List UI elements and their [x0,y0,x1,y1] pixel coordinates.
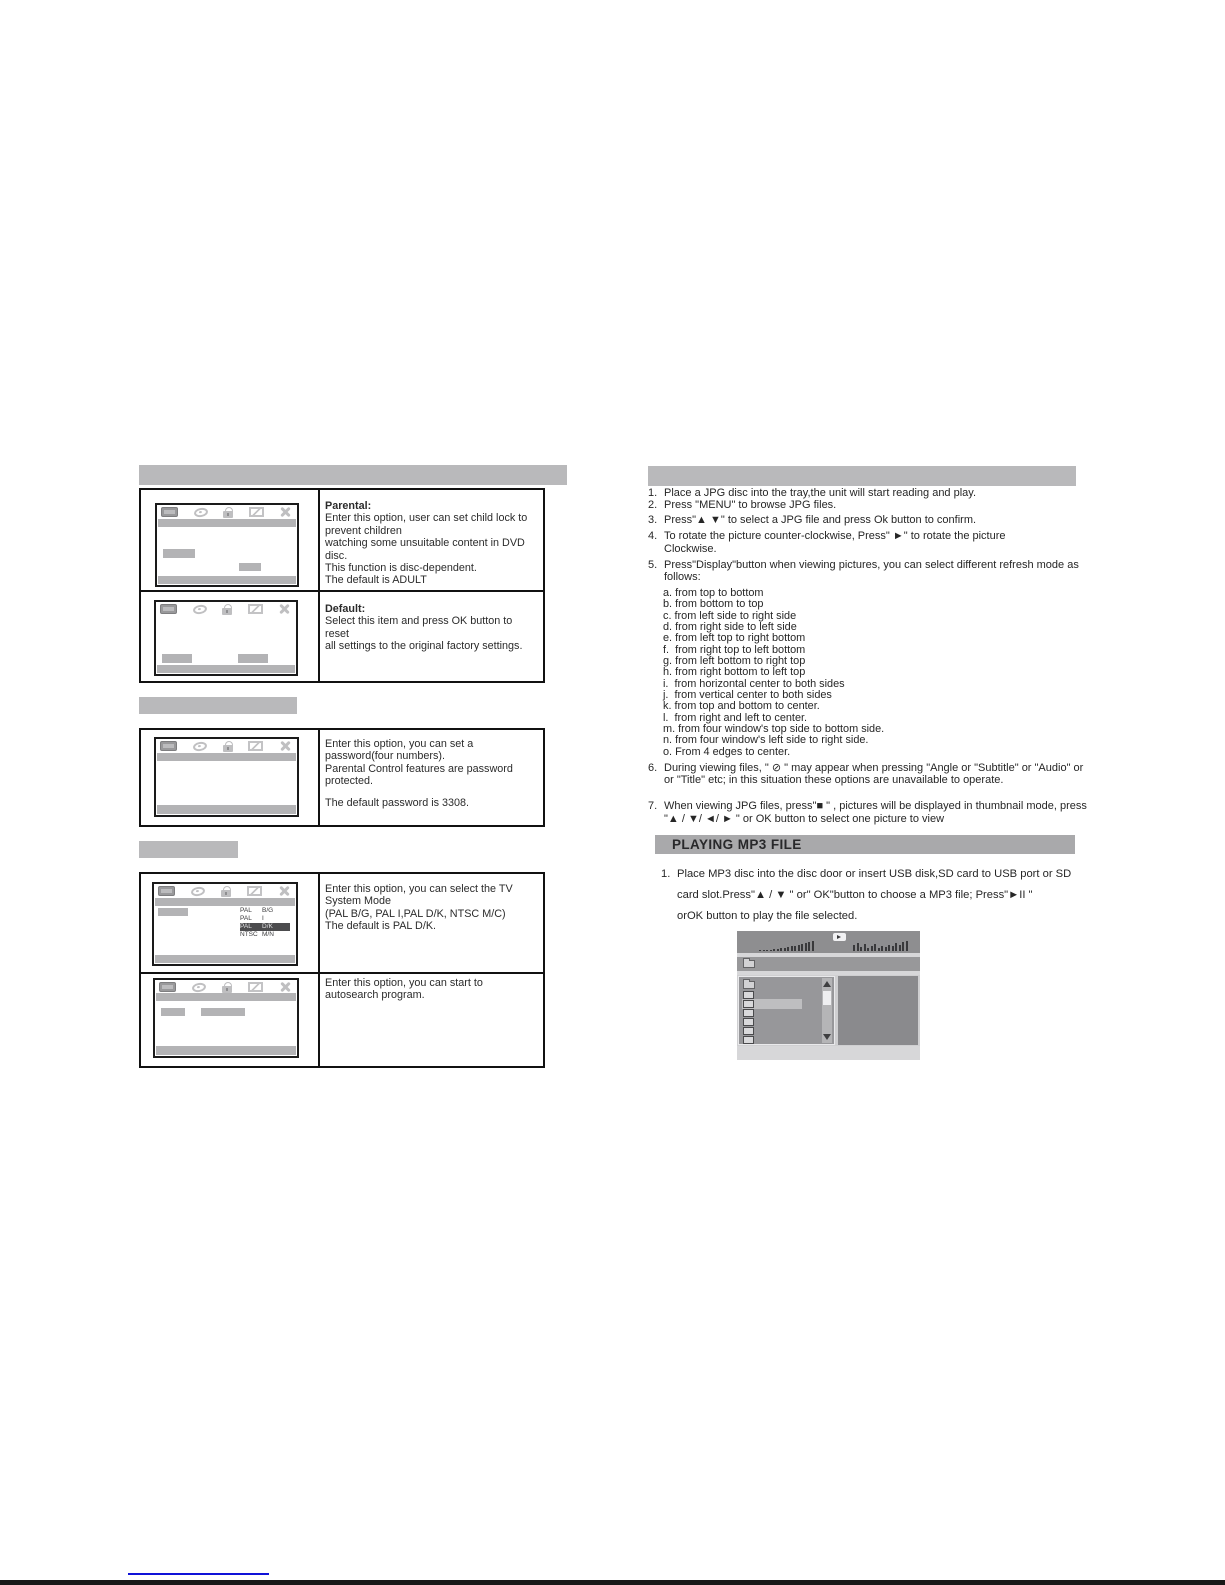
lock-icon [222,986,232,993]
mp3-browser-screenshot [737,931,920,1060]
jpg-step-5: 5. Press"Display"button when viewing pictures, you can select different refresh mode as follows: [648,558,1079,583]
table-divider [318,730,320,825]
spectrum-right-icon [853,941,908,951]
lock-icon [222,608,232,615]
table-divider [318,874,320,1066]
section-bar-blank-3 [139,841,238,858]
dvd-menu-screenshot-tvsystem [152,882,298,966]
mp3-header-title: PLAYING MP3 FILE [672,837,802,852]
tv-option: NTSC M/N [240,931,274,938]
system-icon [159,982,176,992]
dvd-menu-screenshot-default [154,600,298,676]
file-item-icon[interactable] [743,1036,754,1044]
jpg-step-6: 6. During viewing files, " ⊘ " may appear when pressing "Angle or "Subtitle" or "Audio" or or "Title" etc; in this situation these options are unavailable to operate. [648,761,1084,786]
menu-title-bar [156,993,296,1001]
tv-option: PAL B/G [240,907,274,914]
scroll-up-icon[interactable] [823,981,831,987]
bottom-blue-line [128,1573,269,1575]
scissors-icon [279,507,292,517]
system-icon [158,886,175,896]
disc-icon [191,981,206,992]
scroll-thumb[interactable] [823,991,831,1005]
lock-icon [221,890,231,897]
menu-item-autosearch [161,1008,185,1016]
video-icon [248,982,263,992]
dvd-menu-screenshot-password [154,737,299,817]
system-icon [161,507,178,517]
mp3-top-bar [737,931,920,953]
menu-icon-bar [157,505,297,518]
video-icon [247,886,262,896]
spectrum-left-icon [759,941,814,951]
table-divider [141,590,543,592]
system-icon [160,741,177,751]
menu-title-bar [158,519,296,527]
video-icon [248,604,263,614]
lock-icon [223,511,233,518]
mp3-file-list [738,976,835,1045]
section-bar-blank-1 [139,465,567,485]
scan-edge-strip [0,1580,1225,1585]
lock-icon [223,745,233,752]
setup-table-parental-default [139,488,545,683]
menu-icon-bar [155,980,297,993]
menu-item-reset [238,654,268,663]
section-header-playing-mp3 [655,835,1075,854]
scissors-icon [279,982,292,992]
jpg-step-4: 4. To rotate the picture counter-clockwise, Press" ►" to rotate the picture Clockwise. [648,530,1006,555]
menu-icon-bar [156,602,296,615]
autosearch-description: Enter this option, you can start to autosearch program. [325,977,483,1002]
tvsystem-description: Enter this option, you can select the TV System Mode (PAL B/G, PAL I,PAL D/K, NTSC M/C) The default is PAL D/K. [325,883,513,933]
tv-option-selected: PAL D/K [240,923,290,931]
password-default-note: The default password is 3308. [325,796,470,809]
mp3-main-area [737,975,920,1046]
password-description: Enter this option, you can set a password(four numbers). Parental Control features are password protected. The default password is 3308. [325,738,539,809]
disc-icon [193,506,208,517]
menu-value-adult [239,563,261,571]
mp3-path-bar [737,957,920,971]
file-item-icon[interactable] [743,1027,754,1035]
mp3-preview-pane [838,976,918,1045]
parental-description: Parental: Enter this option, user can set child lock to prevent children watching some unsuitable content in DVD disc. This function is disc-dependent. The default is ADULT [325,500,539,587]
menu-icon-bar [156,739,297,752]
setup-table-tvsystem-autosearch [139,872,545,1068]
jpg-step-1: 1. Place a JPG disc into the tray,the unit will start reading and play. [648,487,977,499]
scissors-icon [278,886,291,896]
disc-icon [190,885,205,896]
video-icon [248,741,263,751]
menu-value-autosearch [201,1008,245,1016]
file-item-icon[interactable] [743,1018,754,1026]
file-item-icon[interactable] [743,991,754,999]
folder-icon [743,960,755,968]
menu-title-bar [157,753,296,761]
table-divider [318,490,320,681]
menu-status-bar [157,805,296,814]
file-item-icon[interactable] [743,1009,754,1017]
scissors-icon [278,604,291,614]
section-bar-blank-2 [139,697,297,714]
menu-title-bar [155,898,295,906]
default-description: Default: Select this item and press OK button to reset all settings to the original factory settings. [325,603,539,653]
jpg-step-2: 2. Press "MENU" to browse JPG files. [648,499,837,512]
folder-icon [743,981,755,989]
file-item-icon-selected[interactable] [743,1000,754,1008]
parental-title: Parental: [325,500,372,512]
menu-status-bar [157,665,295,673]
dvd-menu-screenshot-parental [155,503,299,587]
dvd-menu-screenshot-autosearch [153,978,299,1058]
system-icon [160,604,177,614]
tv-system-options [240,907,290,939]
refresh-mode-list: a. from top to bottom b. from bottom to top c. from left side to right side d. from right side to left side e. from left top to right bottom f. from right top to left bottom g. from left bottom to right top h. from right bottom to left top i. from horizontal center to both sides j. from vertical center to both sides k. from top and bottom to center. l. from right and left to center. m. from four window's top side to bottom side. n. from four window's left side to right side. o. From 4 edges to center. [663,586,885,758]
jpg-step-7: 7. When viewing JPG files, press"■ " , pictures will be displayed in thumbnail mode, press "▲ / ▼/ ◄/ ► " or OK button to select one picture to view [648,800,1087,825]
menu-item-default [162,654,192,663]
menu-item-parental [163,549,195,558]
section-bar-blank-jpg [648,466,1076,486]
menu-status-bar [158,576,296,584]
default-title: Default: [325,603,366,615]
disc-icon [192,603,207,614]
play-status-icon [833,933,846,941]
menu-status-bar [156,1046,296,1055]
video-icon [249,507,264,517]
tv-option: PAL I [240,915,264,922]
scissors-icon [279,741,292,751]
setup-table-password [139,728,545,827]
mp3-instruction-step: 1. Place MP3 disc into the disc door or insert USB disk,SD card to USB port or SD card slot.Press"▲ / ▼ " or" OK"button to choose a MP3 file; Press"►II " orOK button to play the file selected. [661,868,1072,922]
menu-icon-bar [154,884,296,897]
menu-item-tvsystem [158,908,188,916]
menu-status-bar [155,955,295,963]
disc-icon [192,740,207,751]
jpg-instructions [648,487,1088,825]
scrollbar[interactable] [822,978,832,1043]
table-divider [141,972,543,974]
scroll-down-icon[interactable] [823,1034,831,1040]
mp3-bottom-strip [737,1046,920,1060]
jpg-step-3: 3. Press"▲ ▼" to select a JPG file and press Ok button to confirm. [648,514,977,527]
